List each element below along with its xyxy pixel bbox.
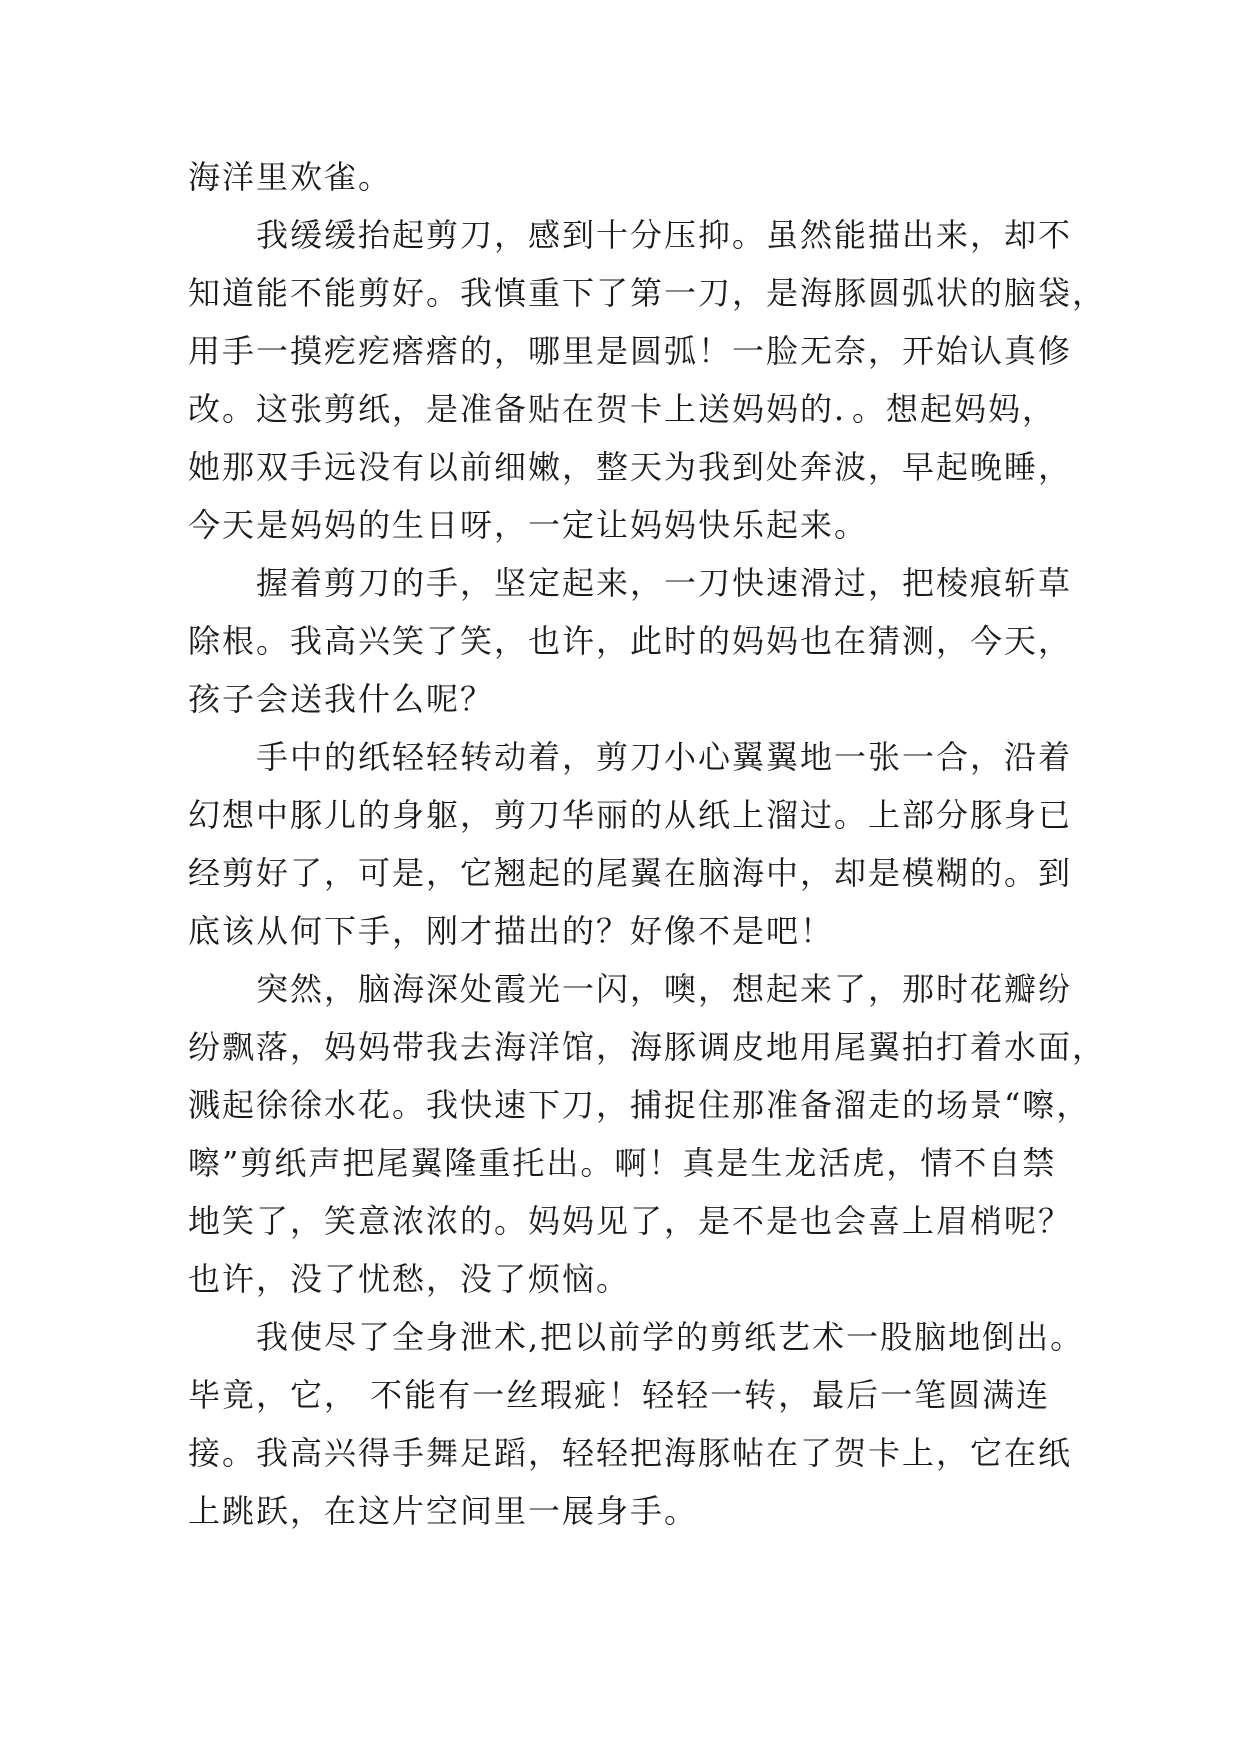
text-line: 知道能不能剪好。我慎重下了第一刀，是海豚圆弧状的脑袋，: [188, 274, 1107, 312]
paragraph: [188, 554, 1073, 728]
text-line: 用手一摸疙疙瘩瘩的，哪里是圆弧！一脸无奈，开始认真修: [188, 332, 1073, 370]
text-line: 底该从何下手，刚才描出的？好像不是吧！: [188, 912, 835, 950]
paragraph: [188, 1308, 1085, 1540]
text-line: 握着剪刀的手，坚定起来，一刀快速滑过，把棱痕斩草: [256, 564, 1073, 602]
text-line: 除根。我高兴笑了笑，也许，此时的妈妈也在猜测，今天，: [188, 622, 1073, 660]
text-line: 突然，脑海深处霞光一闪，噢，想起来了，那时花瓣纷: [256, 970, 1073, 1008]
text-line: 上跳跃，在这片空间里一展身手。: [188, 1492, 699, 1530]
paragraph: [188, 960, 1107, 1308]
text-line: 我使尽了全身泄术,把以前学的剪纸艺术一股脑地倒出。: [256, 1318, 1085, 1356]
text-line: 改。这张剪纸，是准备贴在贺卡上送妈妈的．。想起妈妈，: [188, 390, 1057, 428]
text-line: 幻想中豚儿的身躯，剪刀华丽的从纸上溜过。上部分豚身已: [188, 796, 1073, 834]
text-line: 她那双手远没有以前细嫩，整天为我到处奔波，早起晚睡，: [188, 448, 1073, 486]
text-line: 也许，没了忧愁，没了烦恼。: [188, 1260, 631, 1298]
text-line: 我缓缓抬起剪刀，感到十分压抑。虽然能描出来，却不: [256, 216, 1073, 254]
paragraph: [188, 206, 1107, 554]
text-line: 地笑了，笑意浓浓的。妈妈见了，是不是也会喜上眉梢呢？: [188, 1202, 1073, 1240]
text-line: 接。我高兴得手舞足蹈，轻轻把海豚帖在了贺卡上，它在纸: [188, 1434, 1073, 1472]
text-line: 今天是妈妈的生日呀，一定让妈妈快乐起来。: [188, 506, 869, 544]
essay-body: [188, 148, 1107, 1540]
text-line: 溅起徐徐水花。我快速下刀，捕捉住那准备溜走的场景“嚓，: [188, 1086, 1091, 1124]
paragraph: [188, 148, 1058, 206]
text-line: 手中的纸轻轻转动着，剪刀小心翼翼地一张一合，沿着: [256, 738, 1073, 776]
text-line: 毕竟，它， 不能有一丝瑕疵！轻轻一转，最后一笔圆满连: [188, 1376, 1051, 1414]
text-line: 孩子会送我什么呢？: [188, 680, 495, 718]
text-line: 纷飘落，妈妈带我去海洋馆，海豚调皮地用尾翼拍打着水面，: [188, 1028, 1107, 1066]
text-line: 海洋里欢雀。: [188, 158, 393, 196]
text-line: 嚓”剪纸声把尾翼隆重托出。啊！真是生龙活虎，情不自禁: [188, 1144, 1057, 1182]
paragraph: [188, 728, 1073, 960]
text-line: 经剪好了，可是，它翘起的尾翼在脑海中，却是模糊的。到: [188, 854, 1073, 892]
